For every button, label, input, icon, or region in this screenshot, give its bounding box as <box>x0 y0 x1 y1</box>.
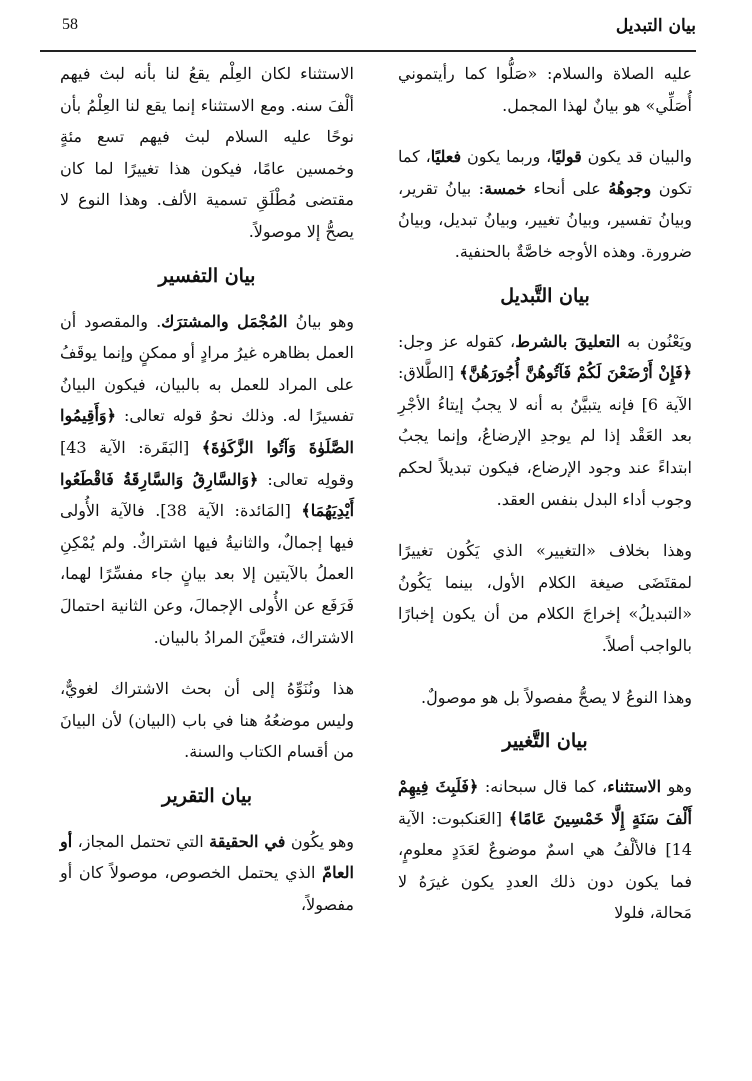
paragraph-text: الذي يحتمل الخصوص، موصولاً كان أو مفصولاً، <box>60 863 354 915</box>
bold-term: التعليقَ بالشرط <box>515 331 621 351</box>
section-heading: بيان التفسير <box>158 264 256 287</box>
paragraph-text: على أنحاء <box>526 178 609 198</box>
paragraph <box>398 58 692 121</box>
page-number: 58 <box>62 16 78 33</box>
left-column <box>60 58 354 921</box>
paragraph-text: : بيانُ تقرير، وبيانُ تفسير، وبيانُ تغيير، وبيانُ تبديل، وبيانُ ضرورة. وهذه الأوجه خاصَّةٌ بالحنفية. <box>398 178 692 261</box>
paragraph-text: [العَنكبوت: الآية 14] فالألْفُ هي اسمٌ موضوعٌ لعَدَدٍ معلومٍ، فما يكون دون ذلك العددِ يكون غيرَهُ لا مَحالة، فلولا <box>398 808 692 923</box>
paragraph-text: ، كما تكون <box>398 147 692 198</box>
paragraph-text: وهو بيانُ <box>287 311 355 331</box>
paragraph <box>398 682 692 714</box>
paragraph <box>60 826 354 921</box>
paragraph <box>398 771 692 929</box>
bold-term: الاستثناء <box>607 777 662 797</box>
paragraph-text: ، كقوله عز وجل: <box>398 331 516 351</box>
paragraph-text: [الطَّلاق: الآية 6] فإنه يتبيَّنُ به أنه لا يجبُ إيتاءُ الأجْرِ بعد العَقْد إذا لم يوجدِ الإرضاعُ، وإنما يجبُ ابتداءً عند وجود الإرضاع، فيكون تبديلاً لحكم وجوب أداء البدل بنفس العقد. <box>398 363 693 509</box>
paragraph <box>60 306 354 654</box>
spacer <box>60 653 354 673</box>
bold-term: وجوهُهُ <box>608 178 652 198</box>
paragraph <box>398 141 692 267</box>
paragraph-text: التي تحتمل المجاز، <box>72 831 210 851</box>
paragraph-text: الاستثناء لكان العِلْم يقعُ لنا بأنه لبث فيهم ألْفَ سنه. ومع الاستثناء إنما يقع لنا العِلْمُ بأن نوحًا عليه السلام لبث فيهم تسع مئةٍ وخمسين عامًا، فيكون هذا تغييرًا لما كان مقتضى مُطْلَقِ تسمية الألف. وهذا النوع لا يصحُّ إلا موصولاً. <box>60 64 354 241</box>
paragraph-text: وهذا بخلاف «التغيير» الذي يَكُون تغييرًا لمقتَضَى صيغة الكلام الأول، بينما يَكُونُ «التبديلُ» إخراجَ الكلام من أن يكون إخبارًا بالواجب أصلاً. <box>398 541 692 655</box>
paragraph-text: ويَعْنُون به <box>620 331 692 351</box>
right-column <box>398 58 692 929</box>
bold-term: المُجْمَل والمشترَك <box>161 311 288 331</box>
paragraph <box>398 326 692 516</box>
quran-verse: ﴿فَإِنْ أَرْضَعْنَ لَكُمْ فَآتُوهُنَّ أُجُورَهُنَّ﴾ <box>459 363 693 383</box>
quran-verse: ﴿وَالسَّارِقُ وَالسَّارِقَةُ فَاقْطَعُوا أَيْدِيَهُمَا﴾ <box>60 469 355 521</box>
paragraph <box>60 58 354 248</box>
quran-verse: ﴿وَأَقِيمُوا الصَّلَوٰةَ وَآتُوا الزَّكَوٰةَ﴾ <box>60 406 354 457</box>
page-header <box>40 10 696 52</box>
paragraph-text: [البَقَرة: الآية 43] وقولِه تعالى: <box>60 437 354 489</box>
paragraph-text: ، وربما يكون <box>461 147 552 167</box>
bold-term: فعليًا <box>430 147 462 167</box>
paragraph-text: هذا ونُنَوِّهُ إلى أن بحث الاشتراك لغويٌّ، وليس موضعُهُ هنا في باب (البيان) لأن البيانَ من أقسام الكتاب والسنة. <box>60 679 354 762</box>
spacer <box>398 121 692 141</box>
paragraph-text: وهو <box>661 777 692 797</box>
paragraph-text: . والمقصود أن العمل بظاهره غيرُ مرادٍ أو ممكنٍ وإنما يوقَفُ على المراد للعمل به بالبيان، فيكون البيانُ تفسيرًا له. وذلك نحوُ قوله تعالى: <box>60 311 354 426</box>
quran-verse: ﴿فَلَبِثَ فِيهِمْ أَلْفَ سَنَةٍ إِلَّا خَمْسِينَ عَامًا﴾ <box>398 777 693 828</box>
section-heading: بيان التقرير <box>161 784 253 807</box>
bold-term: أو العامّ <box>60 831 354 883</box>
paragraph <box>398 535 692 661</box>
bold-term: خمسة <box>484 178 527 198</box>
bold-term: قوليًا <box>551 147 582 167</box>
paragraph-text: وهذا النوعُ لا يصحُّ مفصولاً بل هو موصولٌ. <box>421 687 692 707</box>
paragraph-text: [المَائدة: الآية 38]. فالآية الأُولى فيها إجمالٌ، والثانيةُ فيها اشتراكٌ. ولم يُمْكِنِ العملُ بالآيتين إلا بعد بيانٍ جاء مفسِّرًا لهما، فَرَفَع عن الأُولى الإجمالَ، وعن الثانية احتمالَ الاشتراك، فتعيَّنَ المرادُ بالبيان. <box>60 501 354 647</box>
running-title: بيان التبديل <box>615 16 696 36</box>
bold-term: في الحقيقة <box>209 831 286 851</box>
paragraph-text: عليه الصلاة والسلام: «صَلُّوا كما رأيتموني أُصَلِّي» هو بيانٌ لهذا المجمل. <box>398 64 692 115</box>
paragraph-text: والبيان قد يكون <box>581 147 693 167</box>
spacer <box>398 515 692 535</box>
paragraph-text: وهو يكُون <box>285 831 355 851</box>
paragraph-text: ، كما قال سبحانه: <box>478 777 608 797</box>
spacer <box>398 662 692 682</box>
section-heading: بيان التَّبديل <box>500 284 590 307</box>
paragraph <box>60 673 354 768</box>
section-heading: بيان التَّغيير <box>502 730 588 753</box>
